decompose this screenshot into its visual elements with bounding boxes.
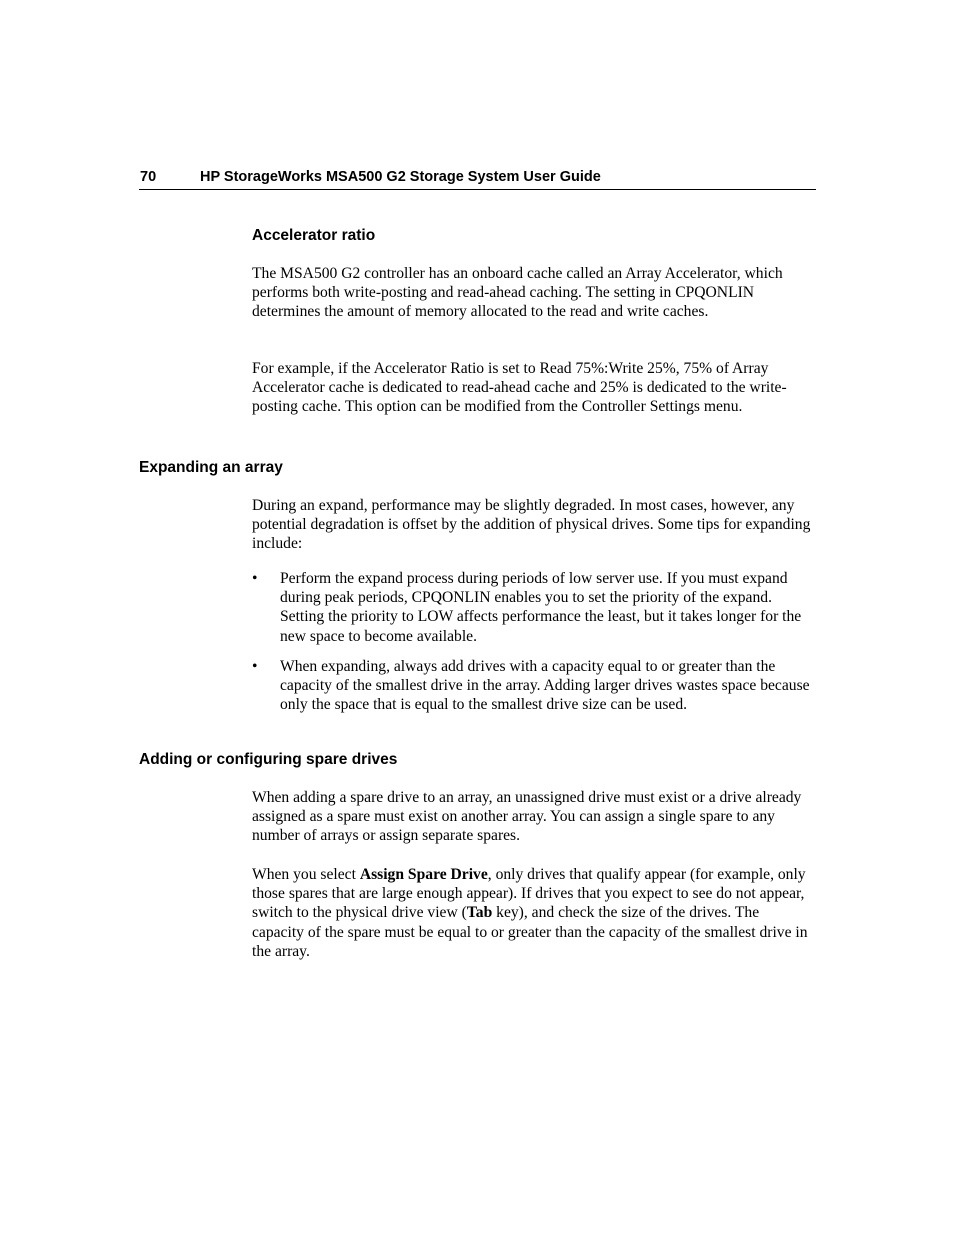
text-run: When you select (252, 866, 360, 883)
menu-option-assign-spare-drive: Assign Spare Drive (359, 866, 488, 883)
list-item-text: When expanding, always add drives with a capacity equal to or greater than the capacity of the smallest drive in the array. Adding larger drives wastes space because only the space that is equal to the smallest drive size can be used. (280, 658, 810, 714)
bullet-icon: • (252, 570, 258, 587)
paragraph-assign-spare (252, 865, 814, 961)
running-header (139, 169, 816, 190)
heading-accelerator-ratio: Accelerator ratio (252, 227, 376, 244)
text-run: key), and check the size of the drives. The capacity of the spare must be equal to or greater than the capacity of the smallest drive in the array. (252, 904, 808, 960)
text-run: , only drives that qualify appear (for example, only those spares that are large enough appear). If drives that you expect to see do not appear, switch to the physical drive view ( (252, 866, 806, 922)
paragraph-expanding-intro: During an expand, performance may be slightly degraded. In most cases, however, any potential degradation is offset by the addition of physical drives. Some tips for expanding include: (252, 497, 811, 553)
guide-title: HP StorageWorks MSA500 G2 Storage System User Guide (200, 169, 601, 185)
heading-expanding-array: Expanding an array (139, 459, 283, 476)
page-number: 70 (140, 169, 157, 185)
paragraph-accelerator-example: For example, if the Accelerator Ratio is set to Read 75%:Write 25%, 75% of Array Accelerator cache is dedicated to read-ahead cache and 25% is dedicated to the write-posting cache. This option can be modified from the Controller Settings menu. (252, 360, 787, 416)
heading-spare-drives: Adding or configuring spare drives (139, 751, 398, 768)
key-name-tab: Tab (466, 904, 493, 922)
paragraph-spare-intro: When adding a spare drive to an array, an unassigned drive must exist or a drive already assigned as a spare must exist on another array. You can assign a single spare to any number of arrays or assign separate spares. (252, 789, 802, 845)
list-item-text: Perform the expand process during periods of low server use. If you must expand during peak periods, CPQONLIN enables you to set the priority of the expand. Setting the priority to LOW affects performance the least, but it takes longer for the new space to become available. (280, 570, 802, 645)
bullet-icon: • (252, 658, 258, 675)
paragraph-accelerator-intro: The MSA500 G2 controller has an onboard cache called an Array Accelerator, which performs both write-posting and read-ahead caching. The setting in CPQONLIN determines the amount of memory allocated to the read and write caches. (252, 265, 783, 321)
